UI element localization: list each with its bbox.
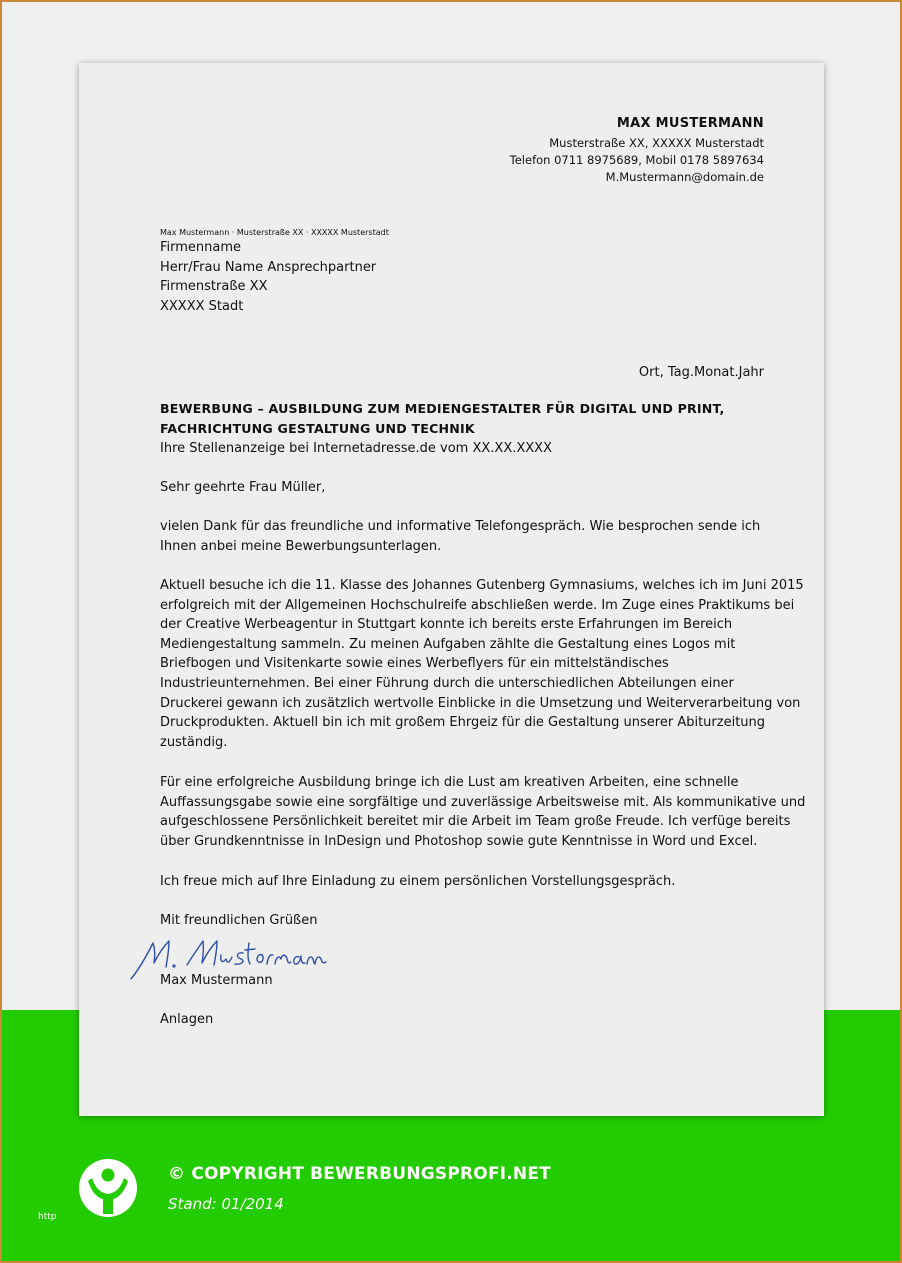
- paragraph-line: vielen Dank für das freundliche und informative Telefongespräch. Wie besprochen sende ich: [160, 519, 761, 534]
- paragraph-line: zuständig.: [160, 734, 228, 750]
- subject-line-1: BEWERBUNG – AUSBILDUNG ZUM MEDIENGESTALTER FÜR DIGITAL UND PRINT,: [160, 401, 725, 416]
- return-address: Max Mustermann · Musterstraße XX · XXXXX Musterstadt: [160, 228, 389, 237]
- paragraph-line: aufgeschlossene Persönlichkeit bereitet mir die Arbeit im Team große Freude. Ich verfüge bereits: [160, 814, 791, 830]
- paragraph-4: [160, 872, 770, 892]
- salutation: Sehr geehrte Frau Müller,: [160, 480, 326, 495]
- paragraph-line: der Creative Werbeagentur in Stuttgart konnte ich bereits erste Erfahrungen im Bereich: [160, 617, 733, 633]
- paragraph-line: Ich freue mich auf Ihre Einladung zu einem persönlichen Vorstellungsgespräch.: [160, 874, 676, 889]
- paragraph-line: Ihnen anbei meine Bewerbungsunterlagen.: [160, 538, 442, 554]
- paragraph-line: Briefbogen und Visitenkarte sowie eines Werbeflyers für ein mittelständisches: [160, 656, 669, 672]
- paragraph-line: Industrieunternehmen. Bei einer Führung durch die unterschiedlichen Abteilungen einer: [160, 675, 734, 691]
- paragraph-line: erfolgreich mit der Allgemeinen Hochschulreife abschließen werde. Im Zuge eines Praktikums bei: [160, 597, 795, 613]
- recipient-street: Firmenstraße XX: [160, 279, 268, 294]
- paragraph-line: Druckerei gewann ich zusätzlich wertvolle Einblicke in die Umsetzung und Weiterverarbeitung von: [160, 695, 801, 711]
- paragraph-line: Auffassungsgabe sowie eine sorgfältige und zuverlässige Arbeitsweise mit. Als kommunikative und: [160, 794, 806, 810]
- closing: Mit freundlichen Grüßen: [160, 913, 318, 928]
- paragraph-line: Aktuell besuche ich die 11. Klasse des Johannes Gutenberg Gymnasiums, welches ich im Juni 2015: [160, 578, 804, 593]
- attachments: Anlagen: [160, 1012, 214, 1027]
- paragraph-line: Mediengestaltung sammeln. Zu meinen Aufgaben zählte die Gestaltung eines Logos mit: [160, 636, 736, 652]
- subject-line-2: FACHRICHTUNG GESTALTUNG UND TECHNIK: [160, 421, 475, 436]
- paragraph-1: [160, 517, 770, 556]
- http-mark: http: [38, 1212, 57, 1222]
- stand-date: Stand: 01/2014: [168, 1195, 284, 1213]
- paragraph-2: [160, 576, 804, 752]
- sender-phone: Telefon 0711 8975689, Mobil 0178 5897634: [509, 153, 764, 167]
- paragraph-line: Für eine erfolgreiche Ausbildung bringe ich die Lust am kreativen Arbeiten, eine schnelle: [160, 775, 739, 790]
- recipient-contact: Herr/Frau Name Ansprechpartner: [160, 260, 377, 275]
- paragraph-line: über Grundkenntnisse in InDesign und Photoshop sowie gute Kenntnisse in Word und Excel.: [160, 833, 758, 849]
- date-line: Ort, Tag.Monat.Jahr: [638, 365, 764, 380]
- copyright-text: © COPYRIGHT BEWERBUNGSPROFI.NET: [168, 1164, 551, 1184]
- sender-address: Musterstraße XX, XXXXX Musterstadt: [549, 136, 764, 150]
- sender-email: M.Mustermann@domain.de: [605, 170, 764, 184]
- person-logo-icon: [78, 1158, 138, 1218]
- paragraph-3: [160, 773, 806, 851]
- letter-page: [79, 63, 824, 1116]
- recipient-city: XXXXX Stadt: [160, 299, 244, 314]
- signer-name: Max Mustermann: [160, 973, 273, 988]
- sender-name: MAX MUSTERMANN: [616, 116, 764, 131]
- paragraph-line: Druckprodukten. Aktuell bin ich mit großem Ehrgeiz für die Gestaltung unserer Abiturzeitung: [160, 715, 766, 731]
- recipient-company: Firmenname: [160, 240, 242, 255]
- subject-reference: Ihre Stellenanzeige bei Internetadresse.de vom XX.XX.XXXX: [160, 441, 552, 456]
